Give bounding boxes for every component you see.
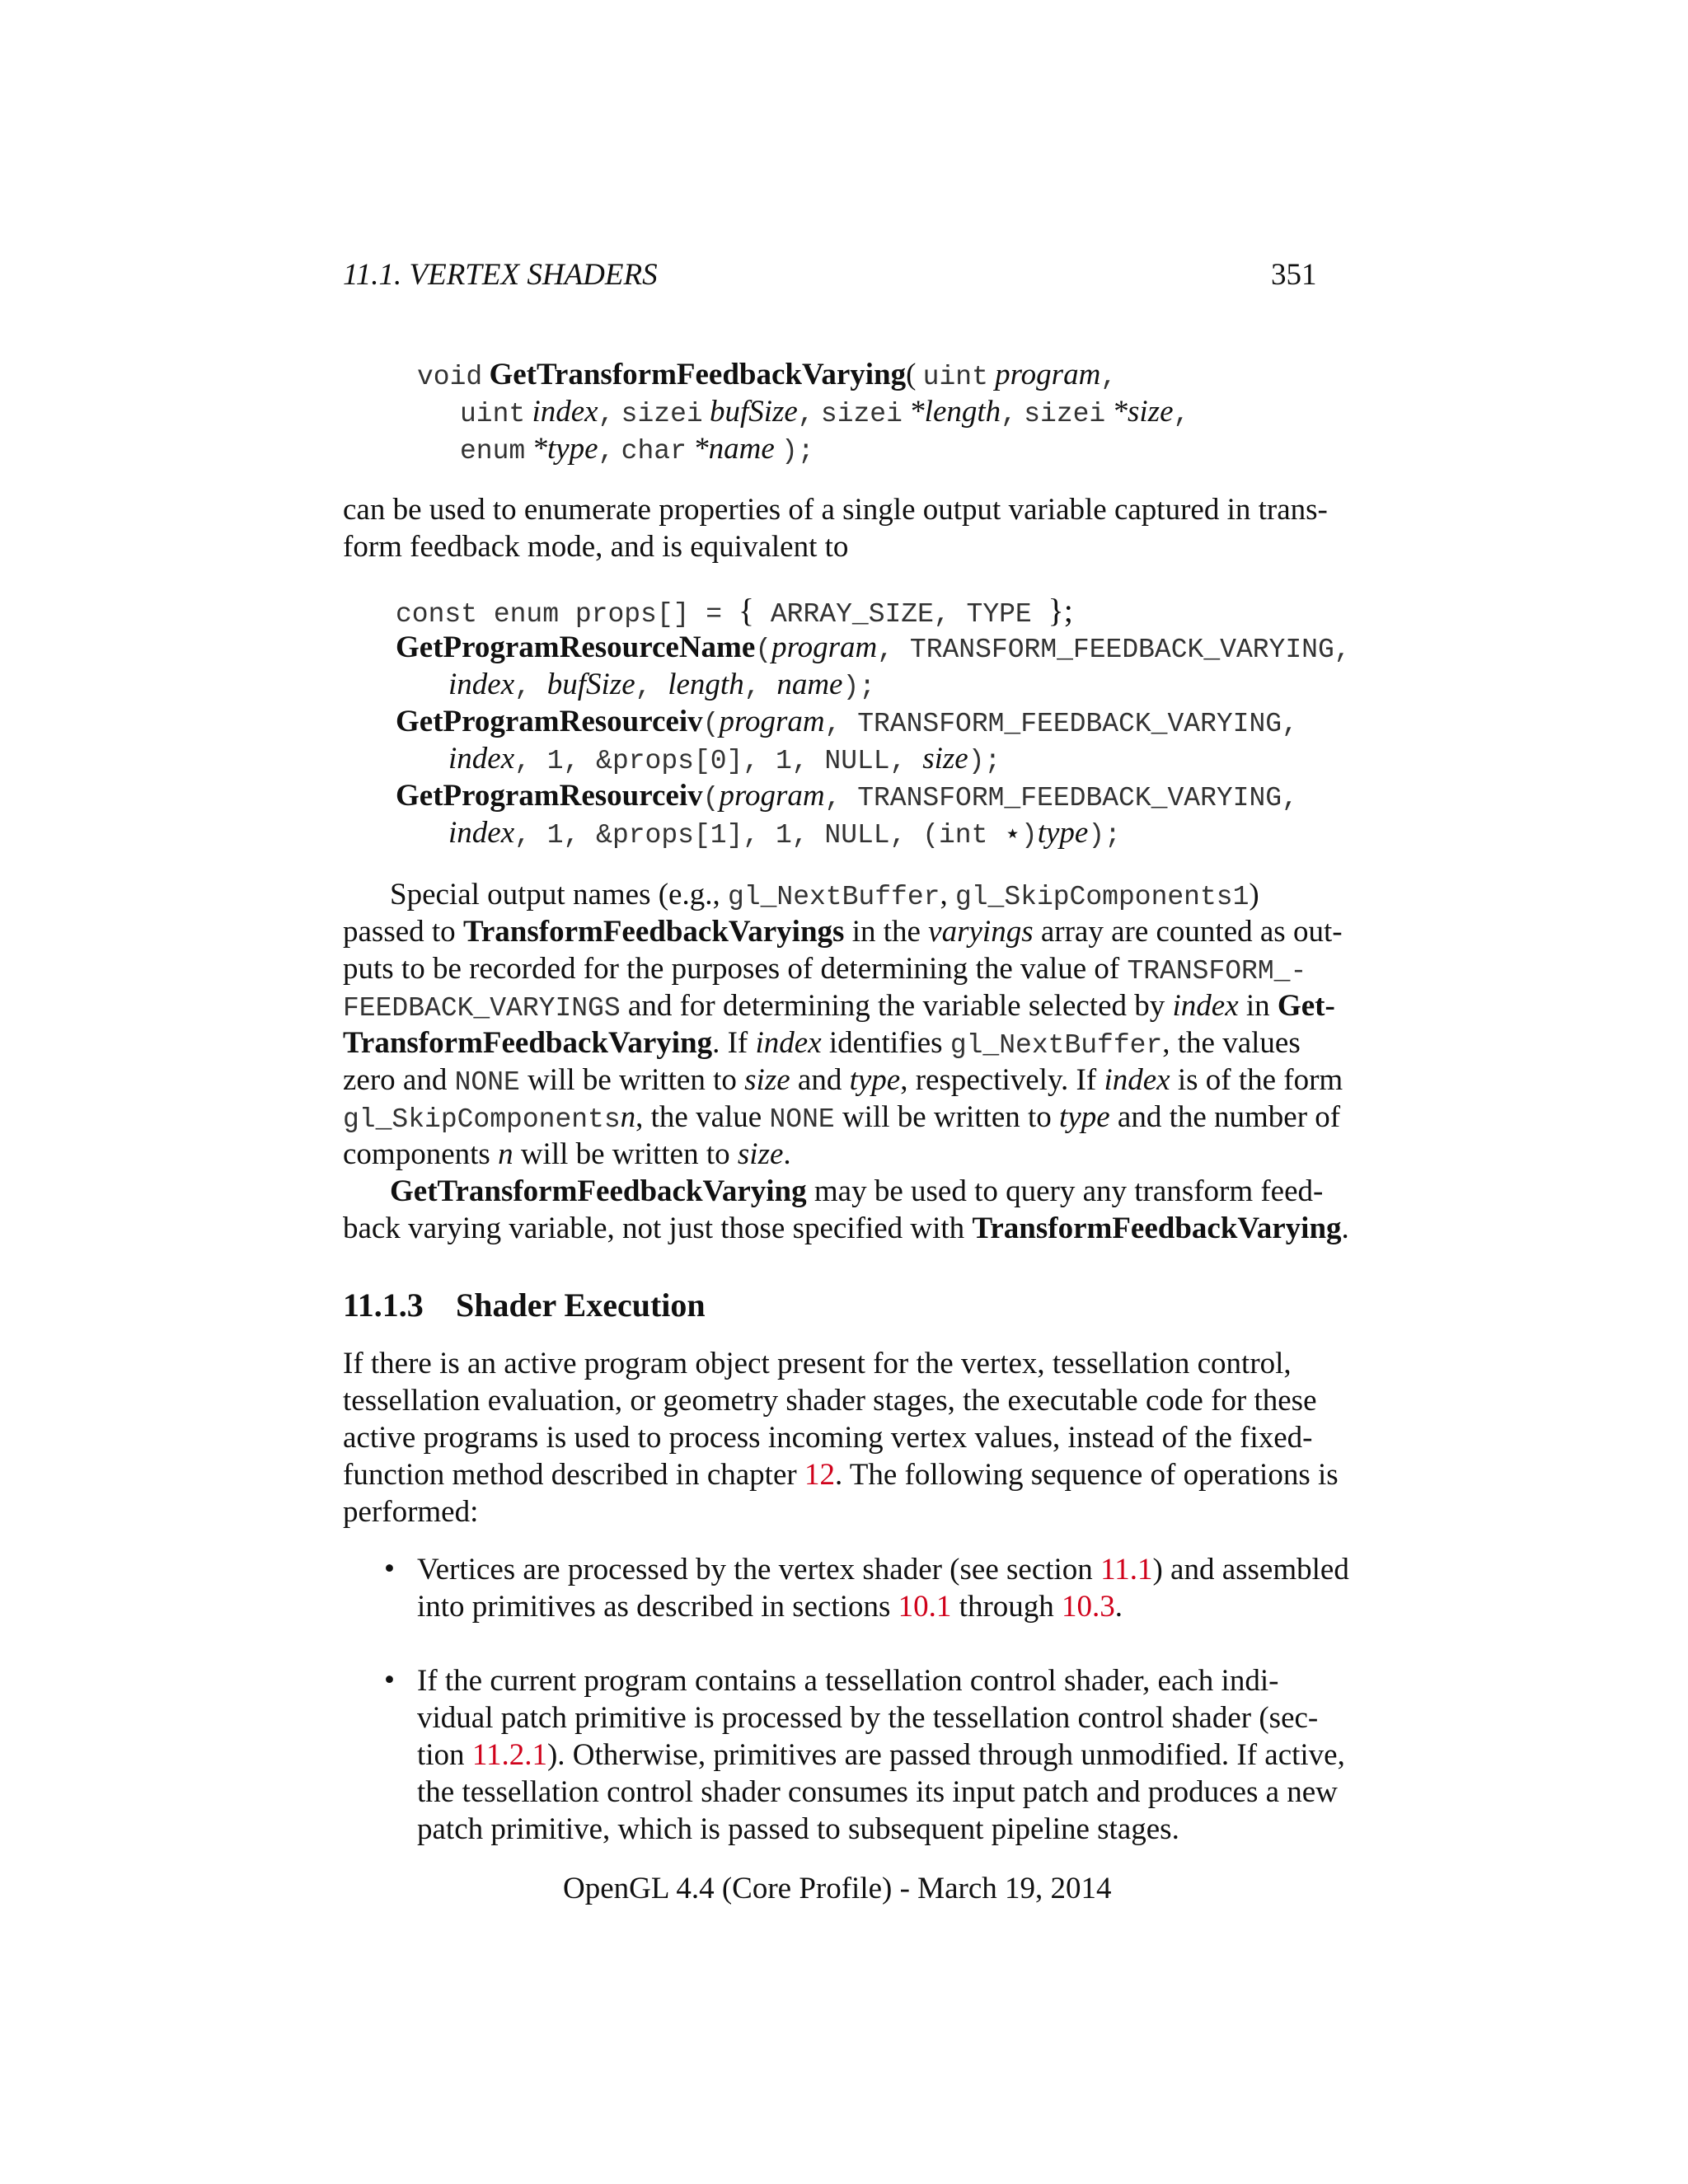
param-name: index — [448, 742, 515, 776]
param-name: n — [498, 1137, 513, 1171]
paren: ); — [968, 746, 1001, 776]
equiv-line-2 — [396, 629, 1351, 668]
text: . The following sequence of operations is — [834, 1458, 1339, 1492]
param-name: size — [737, 1137, 784, 1171]
prototype-line-3 — [460, 430, 814, 470]
para4-line-1: If there is an active program object present for the vertex, tessellation control, — [343, 1347, 1292, 1380]
text: and — [790, 1063, 850, 1097]
code-text: gl_NextBuffer — [950, 1030, 1163, 1061]
code-text: FEEDBACK_VARYINGS — [343, 993, 621, 1024]
text: , the values — [1162, 1026, 1301, 1060]
paren: ( — [702, 709, 720, 739]
code-type: sizei — [820, 399, 903, 429]
para4-line-3: active programs is used to process incoming vertex values, instead of the fixed- — [343, 1421, 1313, 1455]
text: through — [951, 1590, 1062, 1624]
text: tion — [417, 1738, 472, 1772]
bullet2-line-5: patch primitive, which is passed to subsequent pipeline stages. — [417, 1812, 1179, 1846]
para2-line-8 — [343, 1136, 791, 1173]
text: and the number of — [1109, 1100, 1341, 1134]
text: . — [1341, 1212, 1349, 1245]
equiv-line-7 — [448, 814, 1121, 854]
para4-line-2: tessellation evaluation, or geometry shader stages, the executable code for these — [343, 1384, 1317, 1418]
equiv-line-5 — [448, 740, 1001, 780]
section-link[interactable]: 11.1 — [1100, 1553, 1153, 1586]
text: and for determining the variable selected by — [620, 989, 1173, 1023]
bullet1-line-2 — [417, 1588, 1123, 1625]
text: , — [940, 878, 955, 912]
text: back varying variable, not just those specified with — [343, 1212, 973, 1245]
param-name: varyings — [928, 915, 1034, 949]
para3-line-2 — [343, 1210, 1349, 1247]
para2-line-7 — [343, 1099, 1340, 1138]
comma: , — [598, 436, 615, 466]
para4-line-4 — [343, 1456, 1339, 1493]
chapter-link[interactable]: 12 — [804, 1458, 835, 1492]
code-type: char — [621, 436, 687, 466]
param-name: type — [1037, 816, 1089, 850]
text: will be written to — [834, 1100, 1060, 1134]
intro-line-2: form feedback mode, and is equivalent to — [343, 530, 849, 564]
code-text: NONE — [769, 1104, 835, 1135]
function-name: GetTransformFeedbackVarying — [489, 358, 907, 391]
text: , the value — [635, 1100, 770, 1134]
comma: , — [1173, 399, 1190, 429]
bullet-dot: • — [384, 1552, 395, 1586]
param-name: index — [755, 1026, 822, 1060]
code-text: , 1, &props[0], 1, NULL, — [514, 746, 923, 776]
text: function method described in chapter — [343, 1458, 804, 1492]
prototype-line-2 — [460, 393, 1189, 433]
star-symbol: ⋆ — [1004, 819, 1021, 849]
function-name: TransformFeedbackVarying — [972, 1212, 1342, 1245]
param-name: type — [1059, 1100, 1110, 1134]
comma: , — [514, 672, 547, 702]
paren: ( — [702, 783, 720, 813]
code-text: , TRANSFORM_FEEDBACK_VARYING, — [824, 709, 1298, 739]
function-name: GetProgramResourceiv — [396, 779, 703, 813]
page-footer: OpenGL 4.4 (Core Profile) - March 19, 2014 — [563, 1872, 1112, 1905]
section-link[interactable]: 10.3 — [1062, 1590, 1115, 1624]
comma: , — [598, 399, 615, 429]
param-name: bufSize — [709, 395, 798, 429]
param-name: size — [922, 742, 968, 776]
param-name: index — [448, 816, 515, 850]
code-type: uint — [460, 399, 526, 429]
equiv-line-4 — [396, 703, 1298, 743]
text: array are counted as out- — [1033, 915, 1343, 949]
comma: , — [635, 672, 668, 702]
code-text: const enum props[] = — [396, 599, 738, 630]
text: into primitives as described in sections — [417, 1590, 898, 1624]
para2-line-3 — [343, 950, 1306, 990]
comma: , — [1100, 362, 1118, 392]
text: ). Otherwise, primitives are passed through unmodified. If active, — [546, 1738, 1345, 1772]
code-text: gl_SkipComponents1 — [954, 882, 1250, 912]
prototype-line-1 — [417, 356, 1117, 396]
equiv-line-6 — [396, 777, 1298, 817]
code-text: , TRANSFORM_FEEDBACK_VARYING, — [877, 635, 1351, 665]
text: will be written to — [513, 1137, 738, 1171]
function-name: TransformFeedbackVaryings — [462, 915, 845, 949]
text: , respectively. If — [900, 1063, 1104, 1097]
text: ) and assembled — [1152, 1553, 1349, 1586]
function-name: TransformFeedbackVarying — [343, 1026, 713, 1060]
para4-line-5: performed: — [343, 1495, 479, 1529]
paren: ); — [842, 672, 876, 702]
function-name: GetTransformFeedbackVarying — [390, 1174, 807, 1208]
paren: ) — [1020, 820, 1038, 851]
param-name: index — [532, 395, 598, 429]
code-text: ARRAY_SIZE, TYPE — [754, 599, 1048, 630]
text: passed to — [343, 915, 463, 949]
text: . — [783, 1137, 791, 1171]
para3-line-1 — [390, 1173, 1323, 1210]
param-name: index — [448, 668, 515, 701]
code-type: uint — [922, 362, 988, 392]
param-name: program — [719, 705, 825, 738]
code-type: void — [417, 362, 483, 392]
code-type: sizei — [621, 399, 703, 429]
param-name: program — [771, 630, 878, 664]
bullet2-line-4: the tessellation control shader consumes its input patch and produces a new — [417, 1775, 1338, 1809]
text — [390, 876, 1259, 916]
text: in — [1238, 989, 1278, 1023]
paren: ( — [755, 635, 772, 665]
running-header: 11.1. VERTEX SHADERS — [343, 258, 658, 292]
equiv-line-3 — [448, 666, 875, 705]
param-name: bufSize — [546, 668, 635, 701]
text: may be used to query any transform feed- — [806, 1174, 1324, 1208]
text: Vertices are processed by the vertex shader (see section — [417, 1553, 1101, 1586]
text: in the — [844, 915, 929, 949]
code-text: TRANSFORM_- — [1127, 956, 1307, 987]
param-name: *type — [532, 432, 598, 466]
text: ) — [1249, 878, 1259, 912]
param-name: index — [1104, 1063, 1170, 1097]
param-name: type — [849, 1063, 901, 1097]
text: zero and — [343, 1063, 455, 1097]
paren: ); — [1088, 820, 1121, 851]
param-name: *name — [693, 432, 775, 466]
comma: , — [1001, 399, 1017, 429]
function-name: GetProgramResourceiv — [396, 705, 703, 738]
function-name: GetProgramResourceName — [396, 630, 756, 664]
bullet2-line-2: vidual patch primitive is processed by the tessellation control shader (sec- — [417, 1701, 1319, 1735]
paren: ( — [906, 358, 917, 391]
para2-line-4 — [343, 987, 1335, 1027]
bullet2-line-3 — [417, 1736, 1345, 1774]
code-text: gl_NextBuffer — [727, 882, 940, 912]
param-name: *length — [909, 395, 1001, 429]
param-name: program — [719, 779, 825, 813]
text: is of the form — [1170, 1063, 1343, 1097]
code-type: enum — [460, 436, 526, 466]
text: Special output names (e.g., — [390, 878, 728, 912]
section-link[interactable]: 10.1 — [898, 1590, 952, 1624]
section-link[interactable]: 11.2.1 — [471, 1738, 547, 1772]
intro-line-1: can be used to enumerate properties of a single output variable captured in trans- — [343, 493, 1328, 527]
page-number: 351 — [1271, 258, 1317, 292]
code-text: NONE — [454, 1067, 520, 1098]
equiv-line-1 — [396, 592, 1073, 633]
bullet-dot: • — [384, 1663, 395, 1697]
param-name: index — [1172, 989, 1239, 1023]
section-number: 11.1.3 — [343, 1286, 424, 1324]
comma: , — [743, 672, 777, 702]
text: will be written to — [519, 1063, 745, 1097]
section-title: Shader Execution — [456, 1286, 706, 1324]
code-text: gl_SkipComponents — [343, 1104, 621, 1135]
param-name: n — [620, 1100, 636, 1134]
bullet1-line-1 — [417, 1551, 1349, 1588]
text: components — [343, 1137, 499, 1171]
brace: { — [738, 592, 755, 629]
comma: , — [797, 399, 814, 429]
code-text: , TRANSFORM_FEEDBACK_VARYING, — [824, 783, 1298, 813]
para2-line-2 — [343, 913, 1343, 950]
para2-line-5 — [343, 1024, 1301, 1064]
text: identifies — [821, 1026, 950, 1060]
text: . — [1114, 1590, 1123, 1624]
para2-line-1 — [390, 876, 1315, 916]
bullet2-line-1: If the current program contains a tessellation control shader, each indi- — [417, 1664, 1279, 1698]
param-name: name — [776, 668, 843, 701]
paren: ); — [781, 436, 814, 466]
para2-line-6 — [343, 1062, 1343, 1101]
code-type: sizei — [1024, 399, 1106, 429]
code-text: , 1, &props[1], 1, NULL, (int — [514, 820, 1005, 851]
param-name: length — [668, 668, 744, 701]
param-name: program — [995, 358, 1101, 391]
brace: }; — [1048, 592, 1073, 629]
param-name: size — [744, 1063, 790, 1097]
text: . If — [712, 1026, 756, 1060]
function-name: Get- — [1277, 989, 1335, 1023]
text: puts to be recorded for the purposes of determining the value of — [343, 952, 1128, 986]
param-name: *size — [1112, 395, 1174, 429]
